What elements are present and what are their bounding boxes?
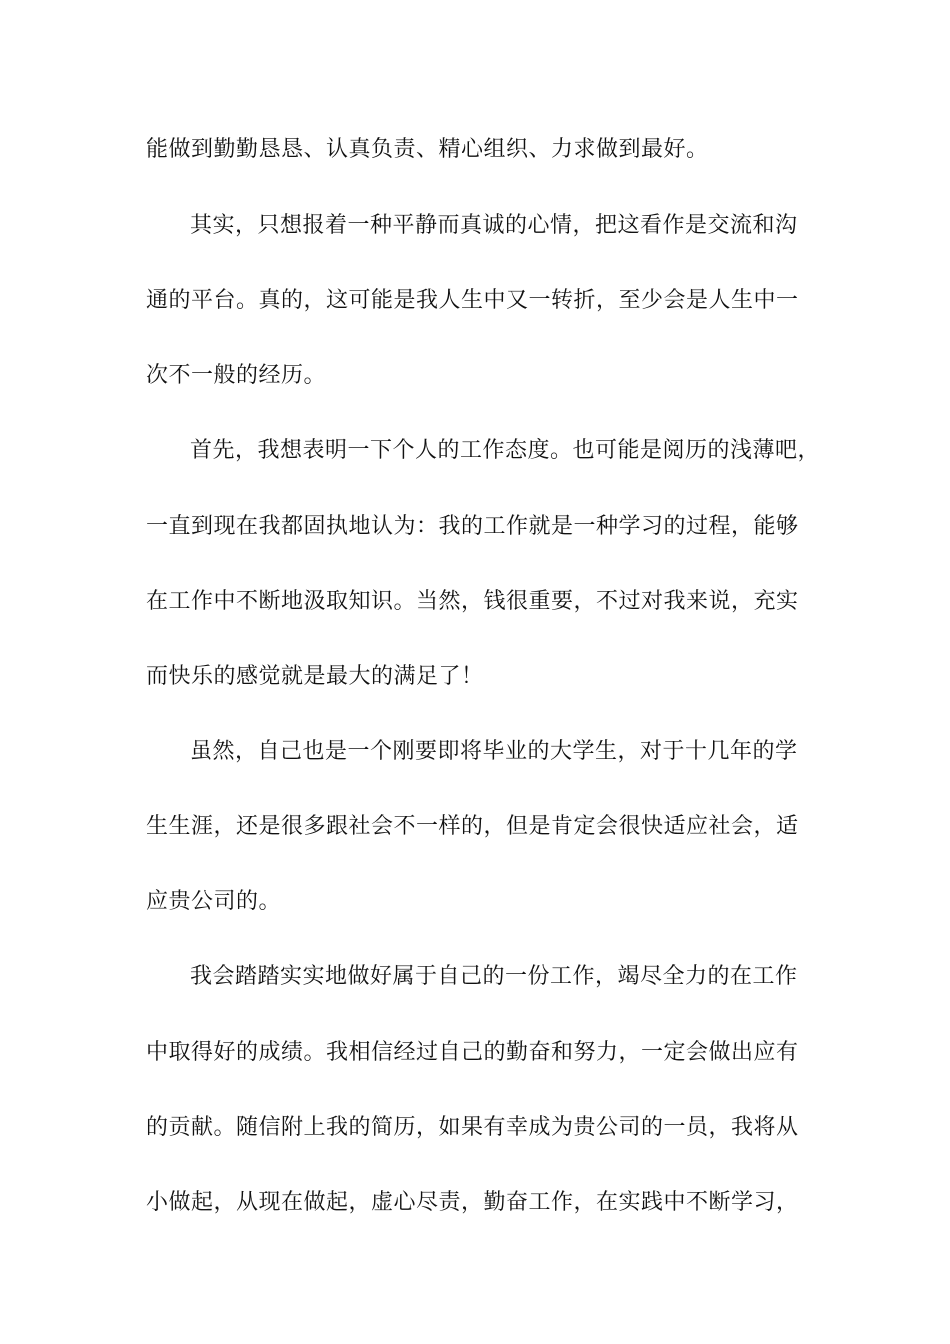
paragraph-start-line: 其实，只想报着一种平静而真诚的心情，把这看作是交流和沟 <box>190 213 798 238</box>
text-line: 的贡献。随信附上我的简历，如果有幸成为贵公司的一员，我将从 <box>146 1115 799 1140</box>
text-line: 通的平台。真的，这可能是我人生中又一转折，至少会是人生中一 <box>146 288 799 313</box>
paragraph-start-line: 我会踏踏实实地做好属于自己的一份工作，竭尽全力的在工作 <box>190 964 798 989</box>
paragraph-start-line: 首先，我想表明一下个人的工作态度。也可能是阅历的浅薄吧， <box>190 438 821 463</box>
text-line: 而快乐的感觉就是最大的满足了！ <box>146 664 484 689</box>
text-line: 应贵公司的。 <box>146 889 282 914</box>
paragraph-start-line: 虽然，自己也是一个刚要即将毕业的大学生，对于十几年的学 <box>190 739 798 764</box>
text-line: 中取得好的成绩。我相信经过自己的勤奋和努力，一定会做出应有 <box>146 1040 799 1065</box>
text-line: 一直到现在我都固执地认为：我的工作就是一种学习的过程，能够 <box>146 514 799 539</box>
text-line: 生生涯，还是很多跟社会不一样的，但是肯定会很快适应社会，适 <box>146 814 799 839</box>
text-line: 小做起，从现在做起，虚心尽责，勤奋工作，在实践中不断学习， <box>146 1190 799 1215</box>
text-line: 次不一般的经历。 <box>146 363 327 388</box>
text-line: 能做到勤勤恳恳、认真负责、精心组织、力求做到最好。 <box>146 137 709 162</box>
text-line: 在工作中不断地汲取知识。当然，钱很重要，不过对我来说，充实 <box>146 589 799 614</box>
